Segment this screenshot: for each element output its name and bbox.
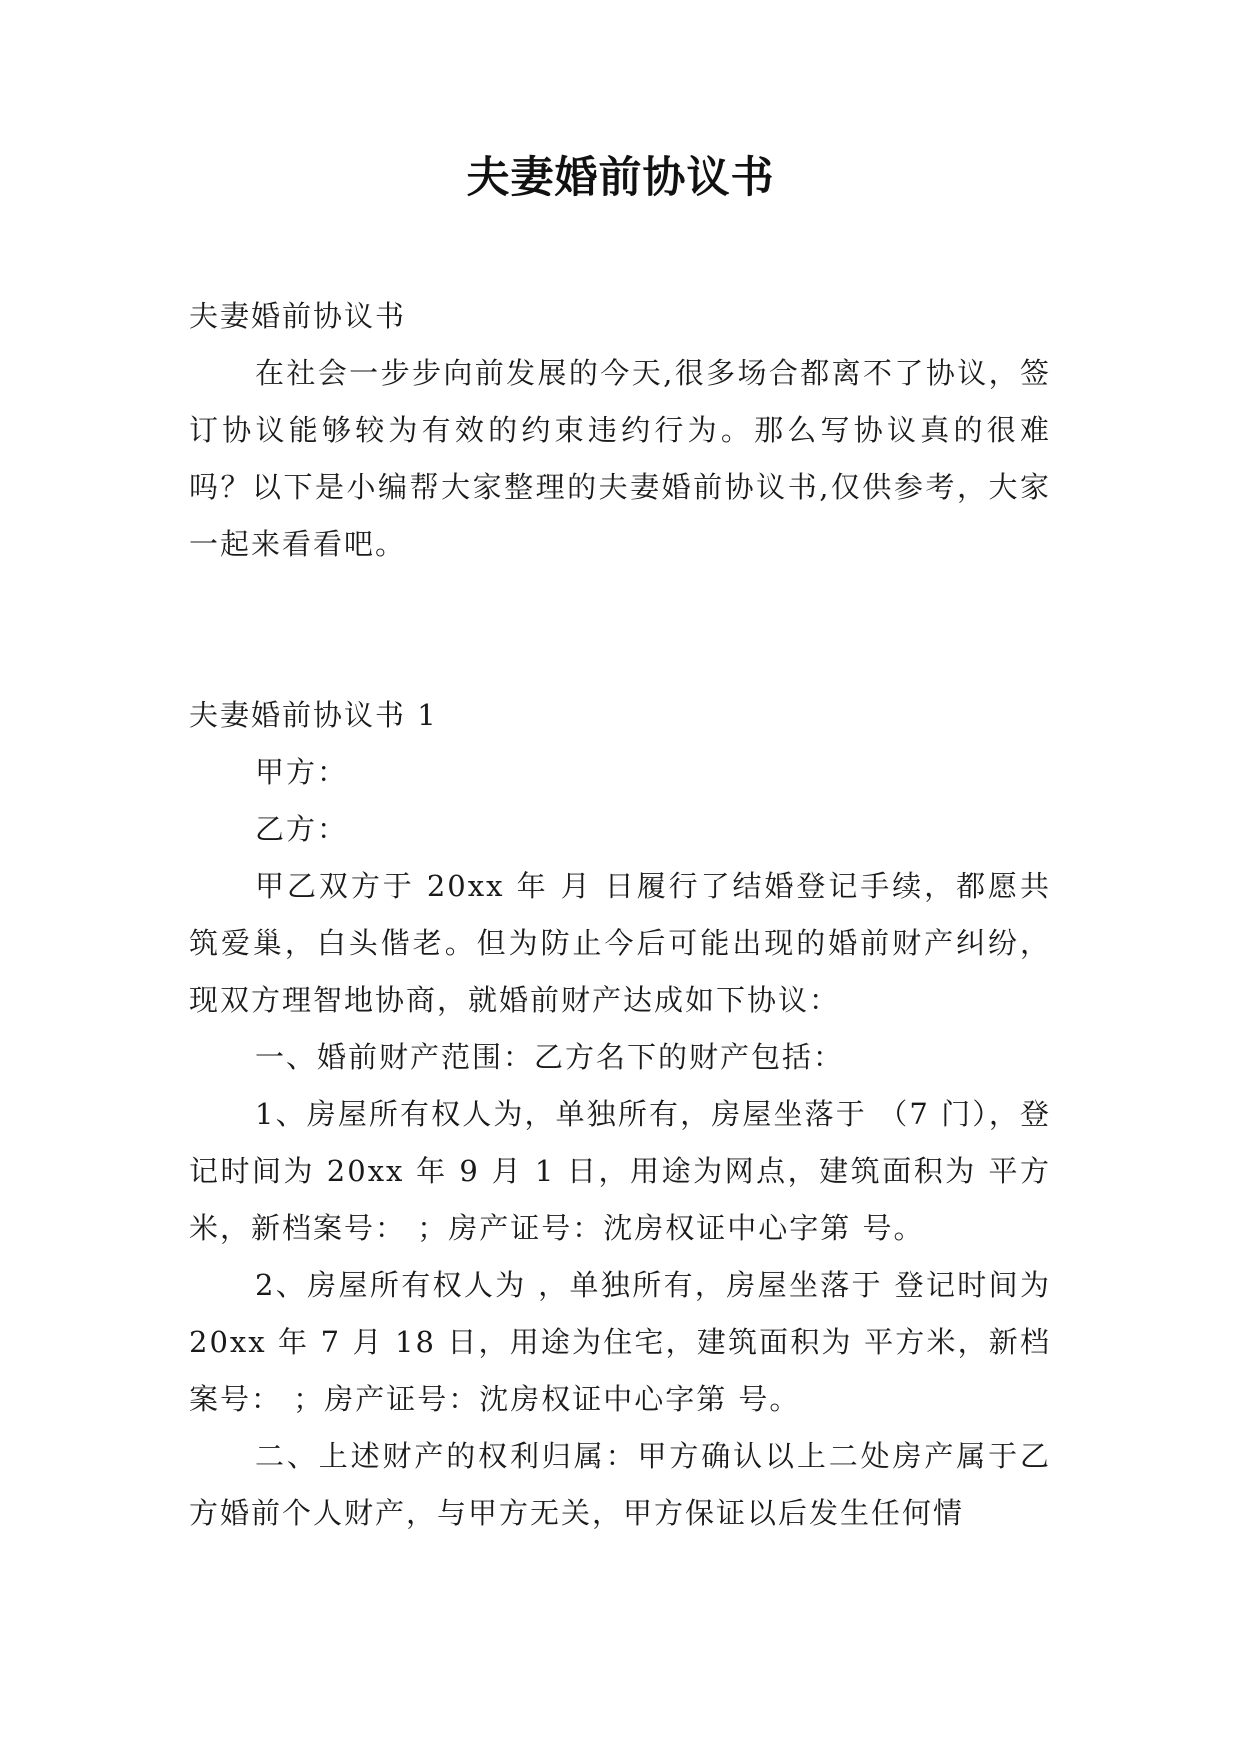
- party-b-line: 乙方：: [255, 812, 349, 846]
- intro-paragraph: 在社会一步步向前发展的今天,很多场合都离不了协议，签订协议能够较为有效的约束违约行为。那么写协议真的很难吗？以下是小编帮大家整理的夫妻婚前协议书,仅供参考，大家一起来看看吧。: [189, 356, 1051, 561]
- intro-heading: 夫妻婚前协议书: [189, 299, 407, 333]
- ownership-paragraph: 二、上述财产的权利归属：甲方确认以上二处房产属于乙方婚前个人财产，与甲方无关，甲方保证以后发生任何情: [189, 1439, 1051, 1530]
- marriage-paragraph: 甲乙双方于 20xx 年 月 日履行了结婚登记手续，都愿共筑爱巢，白头偕老。但为防止今后可能出现的婚前财产纠纷，现双方理智地协商，就婚前财产达成如下协议：: [189, 869, 1051, 1017]
- document-body: [189, 288, 1051, 1542]
- section-spacer: [189, 573, 1051, 687]
- party-a-line: 甲方：: [255, 755, 349, 789]
- section-heading: 夫妻婚前协议书 1: [189, 698, 438, 732]
- property-item-2: 2、房屋所有权人为 ，单独所有，房屋坐落于 登记时间为 20xx 年 7 月 18 日，用途为住宅，建筑面积为 平方米，新档案号： ；房产证号：沈房权证中心字第 号。: [189, 1268, 1051, 1416]
- document-title: 夫妻婚前协议书: [466, 153, 775, 203]
- property-scope-paragraph: 一、婚前财产范围：乙方名下的财产包括：: [255, 1040, 845, 1074]
- property-item-1: 1、房屋所有权人为，单独所有，房屋坐落于 （7 门），登记时间为 20xx 年 9 月 1 日，用途为网点，建筑面积为 平方米，新档案号： ；房产证号：沈房权证中心字第 号。: [189, 1097, 1051, 1245]
